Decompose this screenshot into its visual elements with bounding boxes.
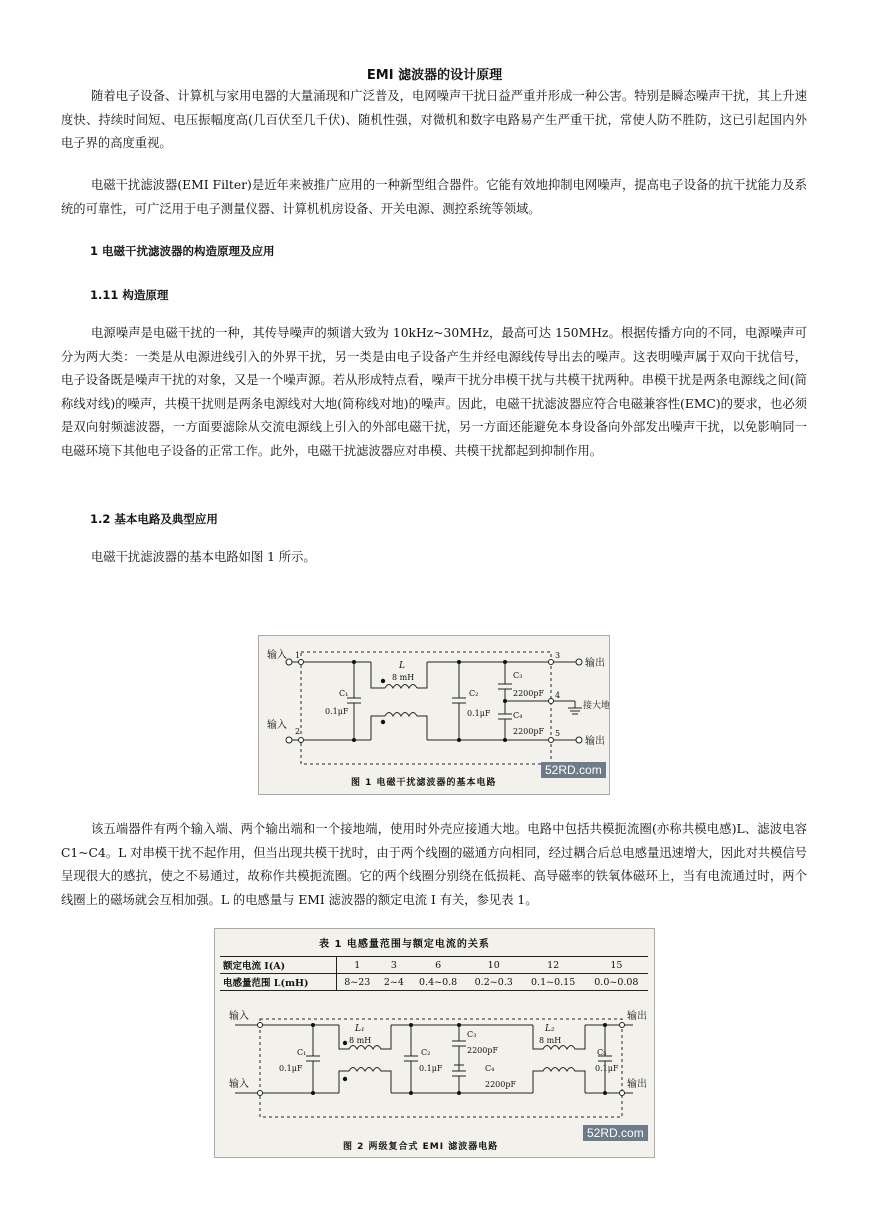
table-row (220, 957, 648, 974)
fig2-l2-value: 8 mH (539, 1036, 562, 1045)
fig2-c5-label: C₅ (597, 1048, 607, 1057)
figure-2-caption: 图 2 两级复合式 EMI 滤波器电路 (343, 1142, 499, 1152)
fig1-c2-label: C₂ (469, 689, 479, 698)
fig2-c2-value: 0.1μF (419, 1064, 443, 1073)
fig2-l1-value: 8 mH (349, 1036, 372, 1045)
fig1-ground-label: 接大地 (583, 701, 609, 711)
section-heading-1-2: 1.2 基本电路及典型应用 (90, 512, 218, 526)
page-title: EMI 滤波器的设计原理 (366, 68, 503, 83)
table-cell: 0.2~0.3 (466, 974, 522, 991)
fig1-terminal-5: 5 (555, 729, 561, 738)
figure-1-caption: 图 1 电磁干扰滤波器的基本电路 (351, 778, 497, 788)
table-row-header: 电感量范围 L(mH) (220, 974, 337, 991)
table-cell: 15 (585, 957, 648, 974)
figure-1-circuit (259, 636, 609, 776)
fig1-terminal-4: 4 (555, 691, 561, 700)
fig1-output-label-2: 输出 (585, 736, 605, 747)
figure-1-watermark: 52RD.com (541, 762, 606, 778)
fig1-c4-label: C₄ (513, 711, 523, 720)
paragraph-noise: 电源噪声是电磁干扰的一种，其传导噪声的频谱大致为 10kHz~30MHz，最高可达 150MHz。根据传播方向的不同，电源噪声可分为两大类：一类是从电源进线引入的外界干扰，另一类是由电子设备产生并经电源线传导出去的噪声。这表明噪声属于双向干扰信号，电子设备既是噪声干扰的对象，又是一个噪声源。若从形成特点看，噪声干扰分串模干扰与共模干扰两种。串模干扰是两条电源线之间(简称线对线)的噪声，共模干扰则是两条电源线对大地(简称线对地)的噪声。因此，电磁干扰滤波器应符合电磁兼容性(EMC)的要求，也必须是双向射频滤波器，一方面要滤除从交流电源线上引入的外部电磁干扰，另一方面还能避免本身设备向外部发出噪声干扰，以免影响同一电磁环境下其他电子设备的正常工作。此外，电磁干扰滤波器应对串模、共模干扰都起到抑制作用。 (61, 326, 807, 458)
table-cell: 0.1~0.15 (522, 974, 585, 991)
fig1-input-label-2: 输入 (267, 720, 287, 731)
table-row (220, 974, 648, 991)
fig1-inductor-value: 8 mH (392, 673, 415, 682)
fig2-output-label-2: 输出 (627, 1079, 647, 1090)
fig2-c2-label: C₂ (421, 1048, 431, 1057)
table-figure-block (214, 928, 655, 1158)
table-cell: 10 (466, 957, 522, 974)
table-cell: 0.0~0.08 (585, 974, 648, 991)
section-heading-1: 1 电磁干扰滤波器的构造原理及应用 (90, 244, 275, 258)
table-cell: 12 (522, 957, 585, 974)
paragraph-emi-filter: 电磁干扰滤波器(EMI Filter)是近年来被推广应用的一种新型组合器件。它能有效地抑制电网噪声，提高电子设备的抗干扰能力及系统的可靠性，可广泛用于电子测量仪器、计算机机房设备、开关电源、测控系统等领域。 (61, 178, 807, 216)
fig1-output-label-1: 输出 (585, 658, 605, 669)
fig1-inductor-label: L (399, 661, 405, 671)
fig1-c4-value: 2200pF (513, 727, 545, 736)
fig1-terminal-2: 2 (295, 727, 301, 736)
fig2-c4-label: C₄ (485, 1064, 495, 1073)
fig1-terminal-3: 3 (555, 651, 561, 660)
fig2-input-label-2: 输入 (229, 1079, 249, 1090)
table-cell: 2~4 (378, 974, 411, 991)
fig2-c1-value: 0.1μF (279, 1064, 303, 1073)
fig1-c1-label: C₁ (339, 689, 349, 698)
paragraph-intro: 随着电子设备、计算机与家用电器的大量涌现和广泛普及，电网噪声干扰日益严重并形成一种公害。特别是瞬态噪声干扰，其上升速度快、持续时间短、电压振幅度高(几百伏至几千伏)、随机性强，对微机和数字电路易产生严重干扰，常使人防不胜防，这已引起国内外电子界的高度重视。 (61, 89, 807, 151)
fig1-c2-value: 0.1μF (467, 709, 491, 718)
paragraph-five-terminal: 该五端器件有两个输入端、两个输出端和一个接地端，使用时外壳应接通大地。电路中包括共模扼流圈(亦称共模电感)L、滤波电容 C1~C4。L 对串模干扰不起作用，但当出现共模干扰时，由于两个线圈的磁通方向相同，经过耦合后总电感量迅速增大，因此对共模信号呈现很大的感抗，使之不易通过，故称作共模扼流圈。它的两个线圈分别绕在低损耗、高导磁率的铁氧体磁环上，当有电流通过时，两个线圈上的磁场就会互相加强。L 的电感量与 EMI 滤波器的额定电流 I 有关，参见表 1。 (61, 822, 807, 907)
figure-1 (258, 635, 610, 795)
fig2-c3-label: C₃ (467, 1030, 477, 1039)
table-cell: 3 (378, 957, 411, 974)
fig1-c3-value: 2200pF (513, 689, 545, 698)
fig1-terminal-1: 1 (295, 651, 301, 660)
table-cell: 0.4~0.8 (410, 974, 466, 991)
fig2-c4-value: 2200pF (485, 1080, 517, 1089)
fig2-input-label-1: 输入 (229, 1011, 249, 1022)
table-row-header: 额定电流 I(A) (220, 957, 337, 974)
fig2-c3-value: 2200pF (467, 1046, 499, 1055)
fig1-c3-label: C₃ (513, 671, 523, 680)
fig1-c1-value: 0.1μF (325, 707, 349, 716)
section-heading-1-11: 1.11 构造原理 (90, 288, 169, 302)
table-cell: 1 (337, 957, 378, 974)
fig1-input-label-1: 输入 (267, 650, 287, 661)
table-1-title: 表 1 电感量范围与额定电流的关系 (319, 939, 490, 950)
paragraph-figure-ref: 电磁干扰滤波器的基本电路如图 1 所示。 (91, 550, 316, 564)
table-cell: 6 (410, 957, 466, 974)
table-1 (220, 956, 648, 991)
fig2-c1-label: C₁ (297, 1048, 307, 1057)
fig2-output-label-1: 输出 (627, 1011, 647, 1022)
fig2-c5-value: 0.1μF (595, 1064, 619, 1073)
fig2-l1-label: L₁ (355, 1024, 365, 1034)
figure-2-watermark: 52RD.com (583, 1125, 648, 1141)
table-cell: 8~23 (337, 974, 378, 991)
fig2-l2-label: L₂ (545, 1024, 555, 1034)
